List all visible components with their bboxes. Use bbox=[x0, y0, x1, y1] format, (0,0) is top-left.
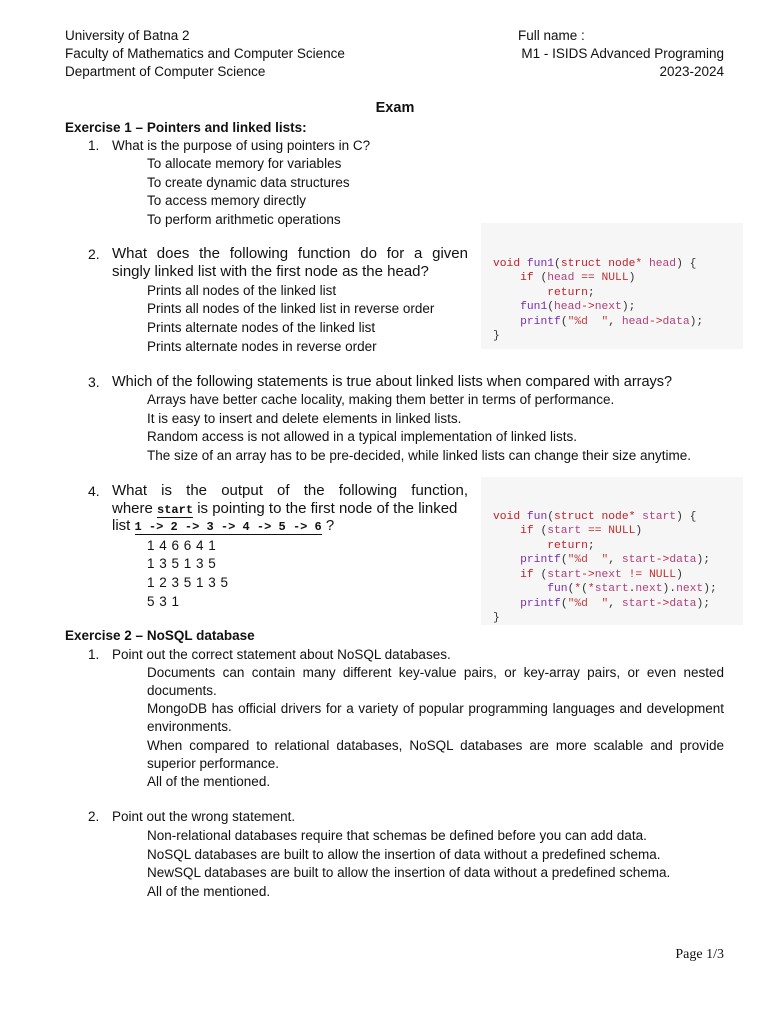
answer-option: NewSQL databases are built to allow the insertion of data without a predefined schema. bbox=[147, 865, 671, 880]
answer-option: The size of an array has to be pre-decided, while linked lists can change their size anytime. bbox=[147, 448, 692, 463]
question-text: What does the following function do for a given bbox=[112, 245, 468, 262]
page-number: Page 1/3 bbox=[675, 947, 724, 962]
department-name: Department of Computer Science bbox=[65, 64, 266, 79]
answer-option: 1 3 5 1 3 5 bbox=[147, 556, 217, 571]
exercise-1-heading: Exercise 1 – Pointers and linked lists: bbox=[65, 120, 307, 135]
answer-option: Prints alternate nodes in reverse order bbox=[147, 339, 377, 354]
code-line: if (head == NULL) bbox=[520, 272, 636, 284]
question-text-line-3 bbox=[112, 517, 334, 536]
answer-option: To perform arithmetic operations bbox=[147, 212, 341, 227]
answer-option: 1 4 6 6 4 1 bbox=[147, 538, 217, 553]
answer-option: To access memory directly bbox=[147, 193, 307, 208]
code-line: return; bbox=[547, 286, 595, 299]
answer-option: It is easy to insert and delete elements in linked lists. bbox=[147, 411, 462, 426]
text-segment: ? bbox=[325, 517, 335, 534]
code-snippet-fun bbox=[481, 477, 743, 625]
question-number: 2. bbox=[88, 246, 100, 262]
answer-option: 5 3 1 bbox=[147, 594, 180, 609]
full-name-label: Full name : bbox=[518, 28, 585, 43]
code-line: printf("%d ", start->data); bbox=[520, 554, 710, 566]
answer-option: 1 2 3 5 1 3 5 bbox=[147, 575, 229, 590]
question-text-continued: singly linked list with the first node as the head? bbox=[112, 263, 429, 280]
answer-option: All of the mentioned. bbox=[147, 774, 271, 789]
code-line: } bbox=[493, 330, 500, 342]
code-line: if (start->next != NULL) bbox=[520, 568, 683, 581]
answer-option: NoSQL databases are built to allow the insertion of data without a predefined schema. bbox=[147, 847, 661, 862]
code-line: printf("%d ", start->data); bbox=[520, 597, 710, 610]
answer-option: To allocate memory for variables bbox=[147, 156, 342, 171]
code-line: fun(*(*start.next).next); bbox=[547, 583, 717, 595]
code-line: return; bbox=[547, 539, 595, 552]
inline-code-start: start bbox=[157, 503, 194, 517]
code-line: fun1(head->next); bbox=[520, 301, 636, 313]
question-number: 1. bbox=[88, 647, 100, 662]
code-line: void fun(struct node* start) { bbox=[493, 510, 697, 523]
text-segment: is pointing to the first node of the linked bbox=[197, 500, 458, 517]
question-number: 2. bbox=[88, 809, 100, 824]
question-text: Point out the correct statement about NoSQL databases. bbox=[112, 647, 451, 662]
question-text: What is the output of the following function, bbox=[112, 482, 468, 499]
course-name: M1 - ISIDS Advanced Programing bbox=[521, 46, 724, 61]
inline-code-list: 1 -> 2 -> 3 -> 4 -> 5 -> 6 bbox=[134, 520, 322, 534]
answer-option: Random access is not allowed in a typical implementation of linked lists. bbox=[147, 429, 577, 444]
answer-option: Prints all nodes of the linked list bbox=[147, 283, 337, 298]
answer-option: When compared to relational databases, NoSQL databases are more scalable and provide superior performance. bbox=[147, 738, 724, 771]
code-line: } bbox=[493, 612, 500, 624]
faculty-name: Faculty of Mathematics and Computer Science bbox=[65, 46, 345, 61]
question-number: 4. bbox=[88, 483, 100, 499]
answer-option: Prints all nodes of the linked list in reverse order bbox=[147, 301, 435, 316]
answer-option: All of the mentioned. bbox=[147, 884, 271, 899]
answer-option: To create dynamic data structures bbox=[147, 175, 350, 190]
code-line: void fun1(struct node* head) { bbox=[493, 257, 697, 270]
question-number: 1. bbox=[88, 138, 100, 153]
university-name: University of Batna 2 bbox=[65, 28, 190, 43]
text-segment: list bbox=[112, 517, 131, 534]
code-snippet-fun1 bbox=[481, 223, 743, 349]
answer-option: MongoDB has official drivers for a variety of popular programming languages and development environments. bbox=[147, 701, 724, 734]
question-text: Point out the wrong statement. bbox=[112, 809, 296, 824]
text-segment: where bbox=[112, 500, 153, 517]
code-line: if (start == NULL) bbox=[520, 525, 643, 537]
question-text: Which of the following statements is true about linked lists when compared with arrays? bbox=[112, 374, 673, 390]
answer-option: Documents can contain many different key-value pairs, or key-array pairs, or even nested documents. bbox=[147, 665, 724, 698]
page-title: Exam bbox=[375, 100, 415, 116]
academic-year: 2023-2024 bbox=[659, 64, 724, 79]
answer-option: Non-relational databases require that schemas be defined before you can add data. bbox=[147, 828, 647, 843]
question-number: 3. bbox=[88, 374, 100, 390]
answer-option: Prints alternate nodes of the linked list bbox=[147, 320, 376, 335]
question-text: What is the purpose of using pointers in C? bbox=[112, 138, 371, 153]
exercise-2-heading: Exercise 2 – NoSQL database bbox=[65, 628, 255, 643]
answer-option: Arrays have better cache locality, making them better in terms of performance. bbox=[147, 392, 615, 407]
code-line: printf("%d ", head->data); bbox=[520, 315, 704, 328]
